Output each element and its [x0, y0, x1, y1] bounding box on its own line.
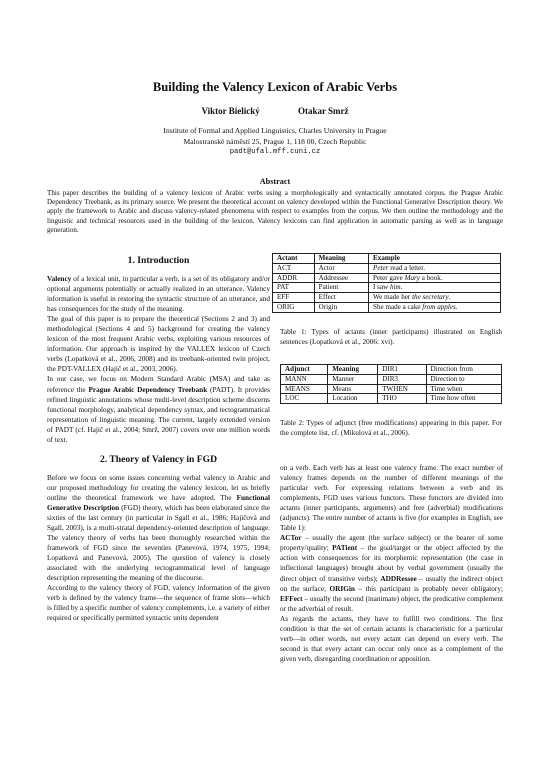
padt-term: Prague Arabic Dependency Treebank	[88, 385, 208, 394]
table-cell: Means	[328, 384, 378, 394]
table-row	[281, 374, 502, 384]
fgd-term: Functional Generative Description	[47, 493, 270, 512]
table-cell: Actor	[314, 263, 368, 273]
table-row	[273, 283, 501, 293]
intro-p3-a: In our case, we focus on Modern Standard Arabic (MSA) and take as reference the	[47, 375, 270, 394]
table-adjuncts	[280, 364, 502, 404]
table-cell-example: Peter read a letter.	[369, 263, 501, 273]
table-2-caption: Table 2: Types of adjunct (free modifications) appearing in this paper. For the complete list, cf. (Mikulová et al., 2006).	[280, 419, 502, 437]
table-header-cell: Actant	[273, 254, 315, 264]
table-cell: ORIG	[273, 302, 315, 312]
table-header-cell: Example	[369, 254, 501, 264]
table-header-cell: Meaning	[328, 365, 378, 375]
table-cell: LOC	[281, 394, 328, 404]
paper-title: Building the Valency Lexicon of Arabic Verbs	[152, 80, 398, 94]
right-paragraph-3: As regards the actants, they have to fulfill two conditions. The first condition is that the set of certain actants is characteristic for a particular verb—in other words, not every actant can depend on every verb. The second is that every actant can occur only once as a complement of the given verb, disregarding coordination or apposition.	[280, 614, 503, 663]
table-row	[281, 384, 502, 394]
table-cell: PAT	[273, 283, 315, 293]
right-column	[280, 463, 503, 664]
functor-term: PATient	[332, 544, 358, 553]
table-cell-example: I saw him.	[369, 283, 501, 293]
valency-term: Valency	[47, 275, 72, 283]
affiliation-address: Malostranské náměstí 25, Prague 1, 118 00, Czech Republic	[183, 136, 367, 146]
table-header-cell: Meaning	[314, 254, 368, 264]
functor-term: ADDRessee	[380, 574, 417, 583]
table-row	[273, 293, 501, 303]
authors	[0, 106, 550, 116]
affiliation-institute: Institute of Formal and Applied Linguistics, Charles University in Prague	[163, 126, 387, 135]
table-cell: Time how often	[426, 394, 501, 404]
intro-paragraph-1	[47, 274, 270, 314]
table-cell: Direction from	[426, 365, 501, 375]
table-cell: Patient	[314, 283, 368, 293]
table-cell: ADDR	[273, 273, 315, 283]
table-header-cell: Adjunct	[281, 365, 328, 375]
table-actants	[272, 253, 501, 313]
abstract-heading: Abstract	[259, 177, 291, 186]
table-header-row	[281, 365, 502, 375]
right-paragraph-2: ACTor – usually the agent (the surface subject) or the bearer of some property/quality; PATient – the goal/target or the object affected by the action with consequences for its morphemic representation (the case in inflectional languages) brought about by verbal government (usually the direct object of transitive verbs); ADDRessee – usually the indirect object on the surface; ORIGin – this participant is probably never obligatory; EFFect – usually the second (inanimate) object, the predicative complement or the adverbial of result.	[280, 534, 504, 613]
table-cell-example: We made her the secretary.	[369, 293, 501, 303]
table-1-caption: Table 1: Types of actants (inner participants) illustrated on English sentences (Lopatková et al., 2006: xvi).	[280, 328, 502, 346]
table-cell: TWHEN	[378, 384, 426, 394]
affiliation	[0, 126, 550, 158]
intro-paragraph-3	[47, 374, 270, 444]
abstract-text: This paper describes the building of a valency lexicon of Arabic verbs using a morphologically and syntactically annotated corpus, the Prague Arabic Dependency Treebank, as its primary source. We present the theoretical account on valency developed within the Functional Generative Description theory. We apply the framework to Arabic and discuss valency-related phenomena with respect to examples from the corpus. We then outline the methodology and the linguistic and technical resources used in the building of the lexicon. Valency lexicons can find application in automatic parsing as well as in language generation.	[47, 189, 503, 234]
table-row	[281, 394, 502, 404]
table-cell-example: Peter gave Mary a book.	[369, 273, 501, 283]
table-cell: MANN	[281, 374, 328, 384]
table-cell: Origin	[314, 302, 368, 312]
fgd-p1-a: Before we focus on some issues concerning verbal valency in Arabic and our proposed methodology for creating the valency lexicon, let us briefly outline the theoretical framework we have adopted. The	[47, 473, 270, 502]
functor-term: EFFect	[280, 594, 303, 603]
fgd-paragraph-1	[47, 473, 270, 584]
table-row	[273, 302, 501, 312]
functor-term: ACTor	[280, 534, 302, 543]
table-cell: MEANS	[281, 384, 328, 394]
table-cell: THO	[378, 394, 426, 404]
fgd-p1-c: (FGD) theory, which has been elaborated since the sixties of the last century (in particular in Sgall et al., 1986; Hajičová and Sgall, 2003), is a multi-stratal dependency-oriented description of language. The valency theory of verbs has been thoroughly researched within the framework of FGD since the seventies (Panevová, 1974, 1975, 1994; Lopatková and Panevová, 2005). The question of valency is closely associated with the underlying tectogrammatical level of language description representing the meaning of the discourse.	[47, 503, 270, 583]
table-header-row	[273, 254, 501, 264]
table-cell: DIR1	[378, 365, 426, 375]
intro-paragraph-2: The goal of this paper is to prepare the theoretical (Sections 2 and 3) and methodological (Sections 4 and 5) background for creating the valency lexicon of the most frequent Arabic verbs, exploiting various resources of information. Our approach is inspired by the VALLEX lexicon of Czech verbs (Lopatková et al., 2006, 2008) and its treebank-oriented twin project, the PDT-VALLEX (Hajič et al., 2003, 2006).	[47, 315, 270, 374]
table-row	[273, 263, 501, 273]
section-heading-fgd: 2. Theory of Valency in FGD	[99, 453, 218, 465]
table-cell-example: She made a cake from apples.	[369, 302, 501, 312]
left-column	[47, 255, 270, 624]
table-cell: Location	[328, 394, 378, 404]
author-2: Otakar Smrž	[297, 106, 349, 116]
author-1: Viktor Bielický	[201, 106, 260, 116]
table-cell: Direction to	[426, 374, 501, 384]
fgd-paragraph-2: According to the valency theory of FGD, valency information of the given verb is defined by the valency frame—the sequence of frame slots—which is filled by a specific number of valency complements, i.e. a variety of either required or specifically permitted syntactic units dependent	[47, 584, 270, 623]
table-row	[273, 273, 501, 283]
functor-term: ORIGin	[329, 584, 355, 593]
section-heading-introduction: 1. Introduction	[127, 255, 190, 266]
table-cell: Time when	[426, 384, 501, 394]
table-cell: ACT	[273, 263, 315, 273]
intro-p3-c: (PADT). It provides refined linguistic annotations whose multi-level description scheme discerns functional morphology, analytical dependency syntax, and tectogrammatical representation of linguistic meaning. The current, largely extended version of PADT (cf. Hajič et al., 2004; Smrž, 2007) covers over one million words of text.	[47, 385, 270, 444]
table-cell: DIR3	[378, 374, 426, 384]
intro-p1-text: of a lexical unit, in particular a verb, is a set of its obligatory and/or optional arguments potentially or actually realized in an utterance. Valency information is useful in restoring the syntactic structure of an utterance, and has consequences for the study of the meaning.	[47, 275, 270, 314]
right-paragraph-1: on a verb. Each verb has at least one valency frame. The exact number of valency frames depends on the number of different meanings of the particular verb. For expressing relations between a verb and its complements, FGD uses various functors. These functors are divided into actants (inner participants, arguments) and free (adverbial) modifications (adjuncts). The entire number of actants is five (for examples in English, see Table 1):	[280, 464, 503, 533]
table-cell: EFF	[273, 293, 315, 303]
table-actants-body	[273, 263, 501, 312]
table-cell: Addressee	[314, 273, 368, 283]
table-cell: Manner	[328, 374, 378, 384]
table-cell: Effect	[314, 293, 368, 303]
affiliation-email: padt@ufal.mff.cuni.cz	[229, 148, 321, 156]
